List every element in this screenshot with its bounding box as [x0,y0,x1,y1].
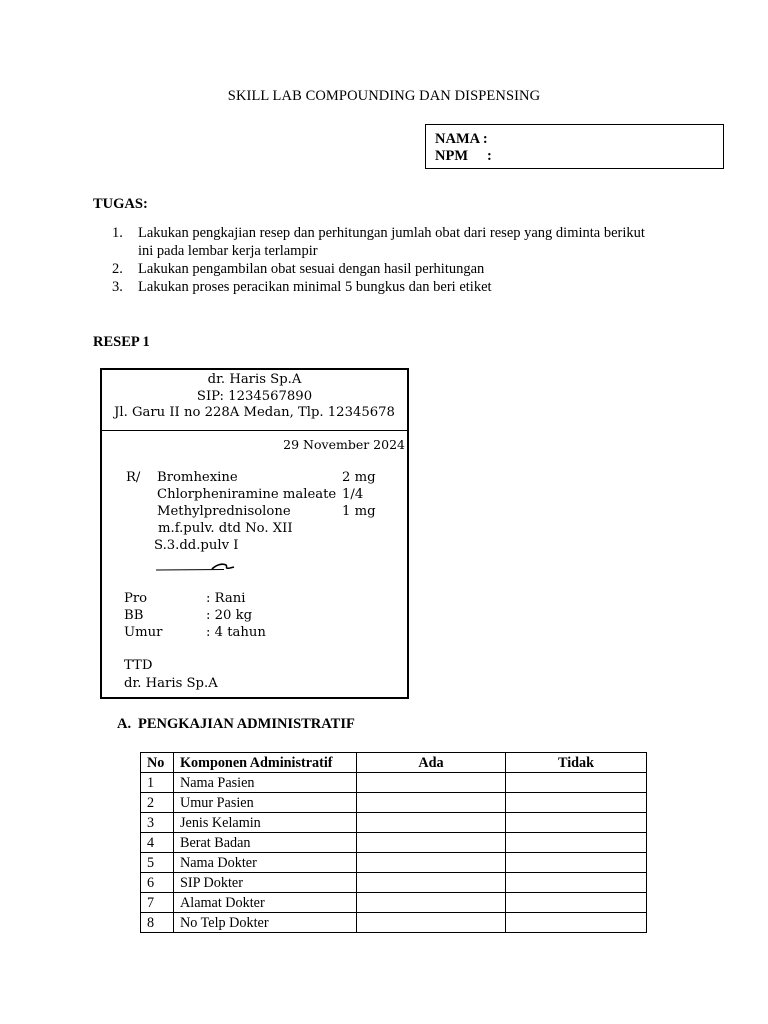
patient-value: : 20 kg [206,608,253,623]
table-row [141,873,647,893]
cell-ada[interactable] [357,913,506,933]
doctor-name: dr. Haris Sp.A [207,372,302,387]
task-text: Lakukan pengkajian resep dan perhitungan jumlah obat dari resep yang diminta berikut ini pada lembar kerja terlampir [138,225,645,259]
cell-tidak[interactable] [506,813,647,833]
prescription-header [102,372,407,422]
cell-no: 3 [141,813,174,833]
drug-name: Bromhexine [157,470,238,485]
list-item [112,224,652,260]
header-divider [102,430,407,431]
table-header-row [141,753,647,773]
cell-no: 4 [141,833,174,853]
col-header-ada: Ada [357,753,506,773]
patient-label: BB [124,608,144,623]
cell-no: 6 [141,873,174,893]
cell-komponen: Nama Dokter [174,853,357,873]
page-title: SKILL LAB COMPOUNDING DAN DISPENSING [227,88,541,104]
cell-komponen: Umur Pasien [174,793,357,813]
drug-dose: 1/4 [342,487,364,502]
task-number: 2. [112,261,123,277]
doctor-sip: SIP: 1234567890 [196,388,313,404]
cell-komponen: No Telp Dokter [174,913,357,933]
task-text: Lakukan proses peracikan minimal 5 bungkus dan beri etiket [138,279,492,295]
patient-value: : 4 tahun [206,625,266,640]
cell-ada[interactable] [357,893,506,913]
cell-komponen: Jenis Kelamin [174,813,357,833]
ttd-name: dr. Haris Sp.A [124,676,218,691]
table-row [141,833,647,853]
cell-tidak[interactable] [506,833,647,853]
tugas-heading: TUGAS: [93,196,148,212]
drug-dose: 2 mg [342,470,376,485]
drug-name: Methylprednisolone [157,504,291,519]
nama-label: NAMA : [435,131,488,147]
table-row [141,893,647,913]
prescription-date: 29 November 2024 [283,437,405,452]
cell-komponen: Berat Badan [174,833,357,853]
list-item [112,278,652,296]
cell-no: 5 [141,853,174,873]
nama-row [435,131,488,148]
table-row [141,813,647,833]
instruction-signa: S.3.dd.pulv I [154,538,239,553]
cell-tidak[interactable] [506,873,647,893]
table-row [141,853,647,873]
patient-label: Umur [124,625,163,640]
section-title: PENGKAJIAN ADMINISTRATIF [138,716,355,732]
recipe-symbol: R/ [126,470,141,485]
list-item [112,260,652,278]
section-a-heading [117,716,355,733]
cell-tidak[interactable] [506,913,647,933]
cell-komponen: Alamat Dokter [174,893,357,913]
cell-komponen: SIP Dokter [174,873,357,893]
cell-tidak[interactable] [506,793,647,813]
cell-no: 7 [141,893,174,913]
cell-komponen: Nama Pasien [174,773,357,793]
table-row [141,913,647,933]
npm-label: NPM [435,148,469,164]
cell-no: 2 [141,793,174,813]
col-header-no: No [141,753,174,773]
npm-colon: : [487,148,492,164]
cell-ada[interactable] [357,833,506,853]
cell-no: 8 [141,913,174,933]
cell-ada[interactable] [357,873,506,893]
cell-ada[interactable] [357,853,506,873]
resep-heading: RESEP 1 [93,334,150,350]
table-row [141,773,647,793]
cell-ada[interactable] [357,793,506,813]
patient-label: Pro [124,591,148,606]
task-list [112,224,652,296]
npm-row [435,148,492,165]
administrative-table [140,752,647,933]
patient-value: : Rani [206,591,246,606]
ttd-label: TTD [124,658,153,673]
prescription-card [100,368,409,699]
cell-tidak[interactable] [506,853,647,873]
col-header-tidak: Tidak [506,753,647,773]
task-number: 1. [112,225,123,241]
section-letter: A. [117,716,132,732]
task-number: 3. [112,279,123,295]
paraf-signature-icon [154,561,238,573]
task-text: Lakukan pengambilan obat sesuai dengan hasil perhitungan [138,261,485,277]
cell-ada[interactable] [357,773,506,793]
doctor-address: Jl. Garu II no 228A Medan, Tlp. 12345678 [114,405,395,420]
cell-tidak[interactable] [506,773,647,793]
identity-box [425,124,724,169]
cell-ada[interactable] [357,813,506,833]
table-row [141,793,647,813]
cell-tidak[interactable] [506,893,647,913]
cell-no: 1 [141,773,174,793]
drug-name: Chlorpheniramine maleate [157,487,337,502]
drug-dose: 1 mg [342,504,376,519]
instruction-mf: m.f.pulv. dtd No. XII [158,521,293,536]
col-header-komponen: Komponen Administratif [174,753,357,773]
